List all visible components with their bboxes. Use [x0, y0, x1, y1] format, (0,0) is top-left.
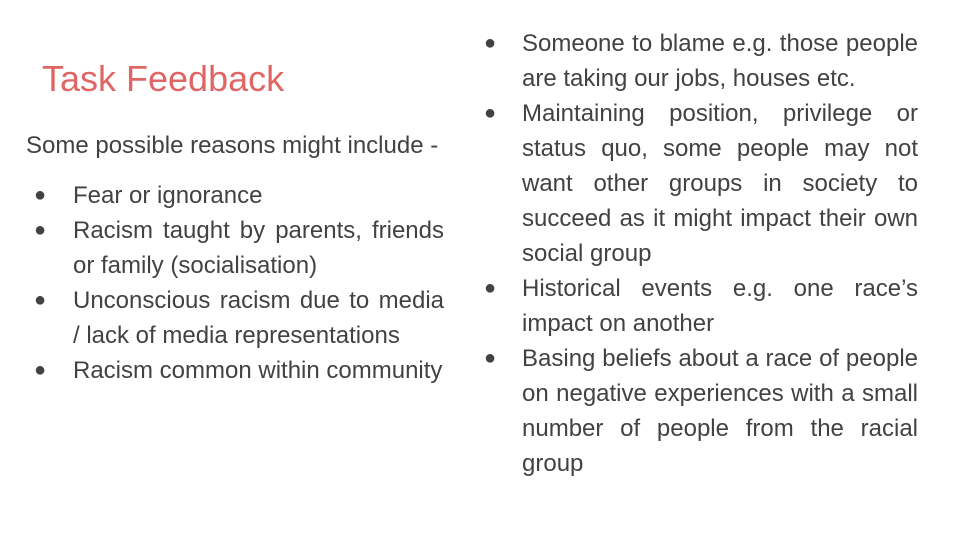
list-item-text: Racism common within community [73, 357, 443, 384]
bullet-icon: ● [34, 184, 47, 206]
list-item-text: Basing beliefs about a race of people on negative experiences with a small number of people from the racial group [522, 345, 918, 477]
list-item [26, 283, 444, 353]
list-item-text: Unconscious racism due to media / lack of media representations [73, 287, 444, 349]
intro-text: Some possible reasons might include - [26, 132, 439, 159]
left-bullet-list [26, 178, 444, 388]
bullet-icon: ● [484, 347, 497, 369]
list-item-text: Racism taught by parents, friends or family (socialisation) [73, 217, 444, 279]
bullet-icon: ● [484, 102, 497, 124]
list-item-text: Historical events e.g. one race’s impact on another [522, 275, 918, 337]
right-bullet-list [476, 26, 918, 481]
left-column [26, 128, 444, 388]
bullet-icon: ● [484, 32, 497, 54]
list-item-text: Someone to blame e.g. those people are taking our jobs, houses etc. [522, 30, 918, 92]
list-item [476, 341, 918, 481]
bullet-icon: ● [34, 219, 47, 241]
bullet-icon: ● [34, 359, 47, 381]
bullet-icon: ● [484, 277, 497, 299]
list-item [26, 178, 444, 213]
slide-title: Task Feedback [42, 58, 285, 99]
right-column [476, 26, 918, 481]
list-item [26, 353, 444, 388]
list-item [26, 213, 444, 283]
list-item [476, 26, 918, 96]
list-item [476, 271, 918, 341]
bullet-icon: ● [34, 289, 47, 311]
list-item-text: Fear or ignorance [73, 182, 263, 209]
list-item-text: Maintaining position, privilege or status quo, some people may not want other groups in society to succeed as it might impact their own social group [522, 100, 918, 267]
list-item [476, 96, 918, 271]
